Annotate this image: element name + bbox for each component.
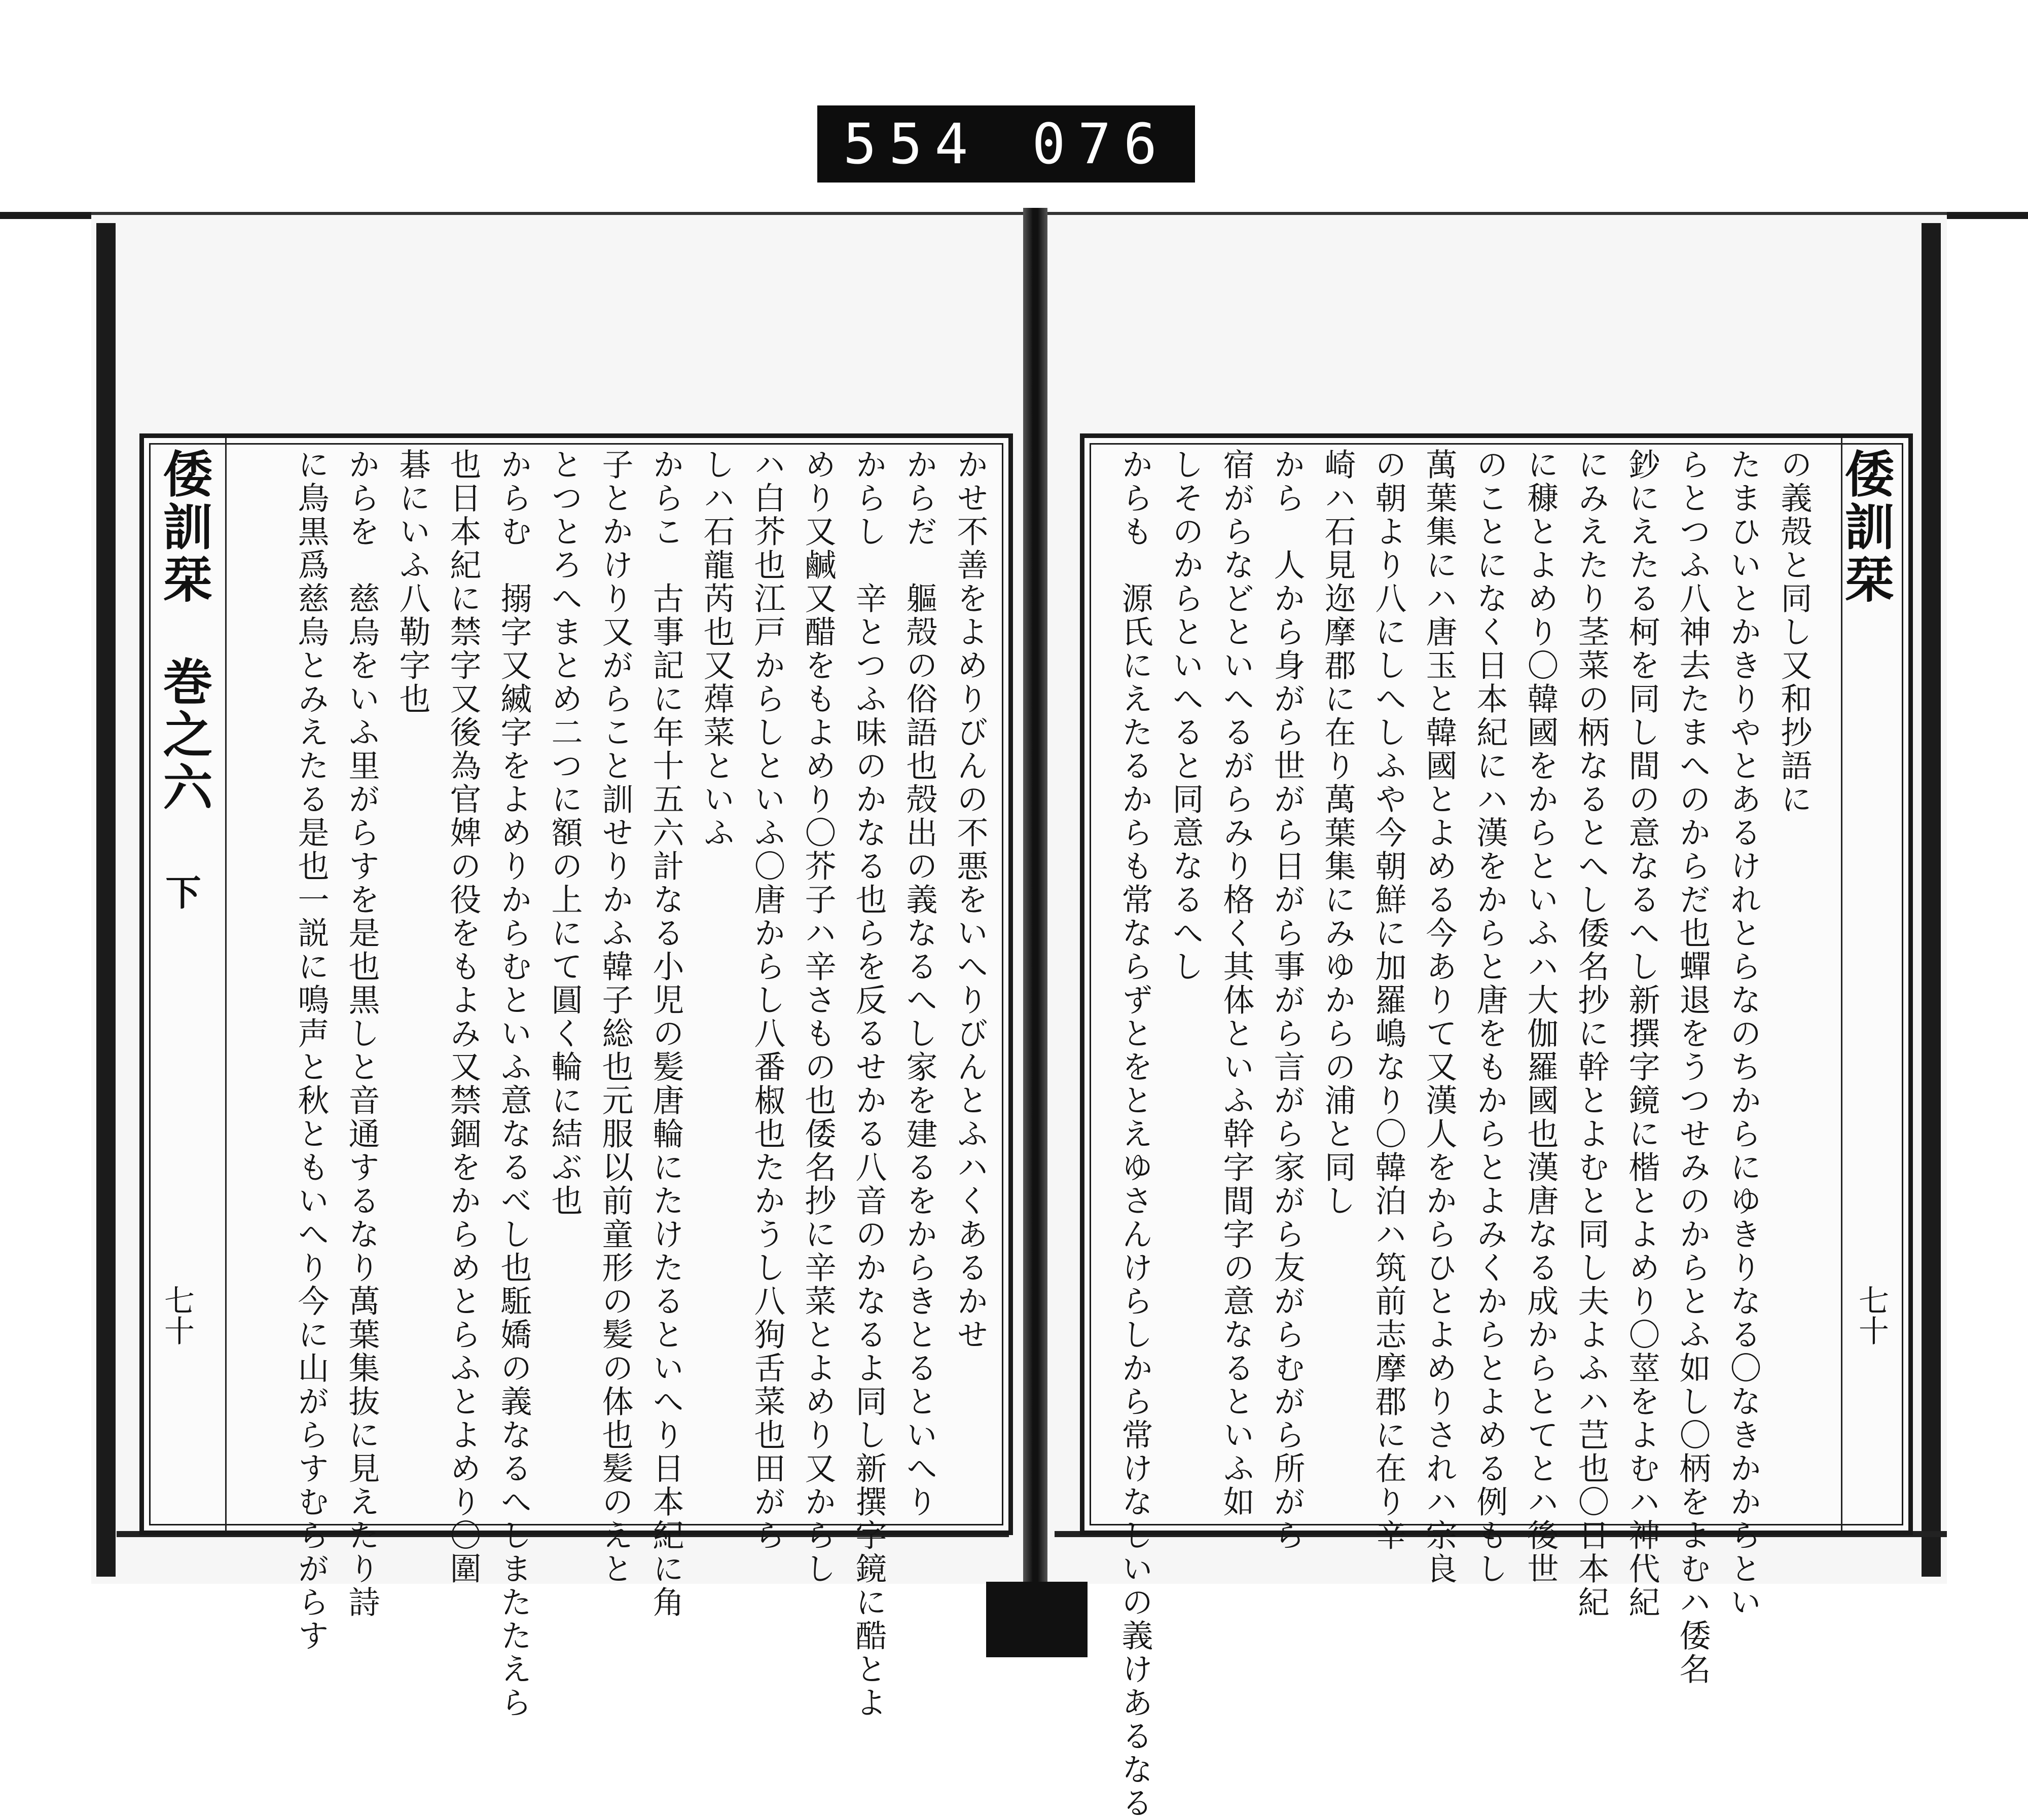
left-column: とつとろへまとめ二つに額の上にて圓く輪に結ぶ也: [546, 448, 583, 1218]
right-column: 鈔にえたる柯を同し間の意なるへし新撰字鏡に楷とよめり〇莖をよむハ神代紀: [1623, 448, 1660, 1619]
left-column: 碁にいふ八勒字也: [394, 448, 431, 716]
right-column: の義殻と同し又和抄語に: [1776, 448, 1813, 816]
left-column: からむ 搦字又縅字をよめりからむといふ意なるべし也駈嬌の義なるへしまたたえら: [495, 448, 532, 1720]
right-column: に穅とよめり〇韓國をからといふハ大伽羅國也漢唐なる成からとてとハ後世: [1522, 448, 1559, 1586]
left-column: 也日本紀に禁字又後為官婢の役をもよみ又禁錮をからめとらふとよめり〇圍: [445, 448, 482, 1586]
left-column: からこ 古事記に年十五六計なる小児の髪唐輪にたけたるといへり日本紀に角: [647, 448, 684, 1619]
left-column: 子とかけり又がらこと訓せりかふ韓子総也元服以前童形の髪の体也髪のえと: [597, 448, 634, 1586]
left-spine-title: 倭訓栞: [155, 448, 213, 606]
right-column: にみえたり茎菜の柄なるとへし倭名抄に幹とよむと同し夫よふハ芑也〇日本紀: [1573, 448, 1610, 1619]
film-frame-number: 076: [1032, 112, 1170, 176]
film-reel-number: 554: [843, 112, 981, 176]
left-page-frame: [139, 433, 1013, 1720]
left-text-block: [235, 448, 989, 1720]
right-column: 萬葉集にハ唐玉と韓國とよめる今ありて又漢人をからひとよめりされハ宗良: [1421, 448, 1458, 1586]
book-gutter: [1023, 208, 1047, 1637]
right-column: らとつふ八神去たまへのからだ也蟬退をうつせみのからとふ如し〇柄をよむハ倭名: [1674, 448, 1711, 1686]
book-spine-foot: [986, 1582, 1088, 1657]
left-spine-part: 下: [160, 874, 202, 913]
right-column: たまひいとかきりやとあるけれとらなのちからにゆきりなる〇なきかからとい: [1725, 448, 1762, 1619]
left-column: めり又鹹又醋をもよめり〇芥子ハ辛さもの也倭名抄に辛菜とよめり又からし: [800, 448, 837, 1586]
right-column: 崎ハ石見迩摩郡に在り萬葉集にみゆからの浦と同し: [1319, 448, 1356, 1218]
left-column: からし 辛とつふ味のかなる也らを反るせかる八音のかなるよ同し新撰字鏡に酷とよ: [850, 448, 887, 1720]
right-column: 宿がらなどといへるがらみり格く其体といふ幹字間字の意なるといふ如: [1218, 448, 1255, 1519]
right-column: から 人から身がら世がら日がら事がら言がら家がら友がらむがら所がら: [1269, 448, 1306, 1552]
right-column: からも 源氏にえたるからも常ならずとをとえゆさんけらしから常けなしいの義けあるなる: [1116, 448, 1153, 1820]
left-spine-volume: 巻之六: [155, 656, 213, 814]
film-frame-label: [817, 105, 1195, 183]
right-text-block: [1100, 448, 1813, 1820]
left-folio: 七十: [159, 1285, 195, 1345]
left-column: からだ 軀殻の俗語也殻出の義なるへし家を建るをからきとるといへり: [901, 448, 938, 1519]
right-spine-title: 倭訓栞: [1836, 448, 1895, 606]
left-column: しハ石龍芮也又蔊菜といふ: [698, 448, 735, 850]
right-column: の朝より八にしへしふや今朝鮮に加羅嶋なり〇韓泊ハ筑前志摩郡に在り辛: [1370, 448, 1407, 1552]
right-page-edge: [1922, 223, 1941, 1577]
right-column: のことになく日本紀にハ漢をからと唐をもからとよみくからとよめる例もし: [1471, 448, 1508, 1586]
left-column: ハ白芥也江戸からしといふ〇唐からし八番椒也たかうし八狗舌菜也田がら: [749, 448, 786, 1552]
right-folio: 七十: [1854, 1285, 1889, 1345]
right-page-frame: [1080, 433, 1913, 1820]
right-column: しそのからといへると同意なるへし: [1167, 448, 1204, 984]
left-spine-rule: [225, 438, 227, 1531]
left-page-edge: [96, 223, 116, 1577]
left-column: に鳥黒爲慈烏とみえたる是也一説に鳴声と秋ともいへり今に山がらすむらがらす: [293, 448, 330, 1653]
left-column: かせ不善をよめりびんの不悪をいへりびんとふハくあるかせ: [952, 448, 989, 1352]
left-column: からを 慈烏をいふ里がらすを是也黒しと音通するなり萬葉集抜に見えたり詩: [343, 448, 380, 1619]
